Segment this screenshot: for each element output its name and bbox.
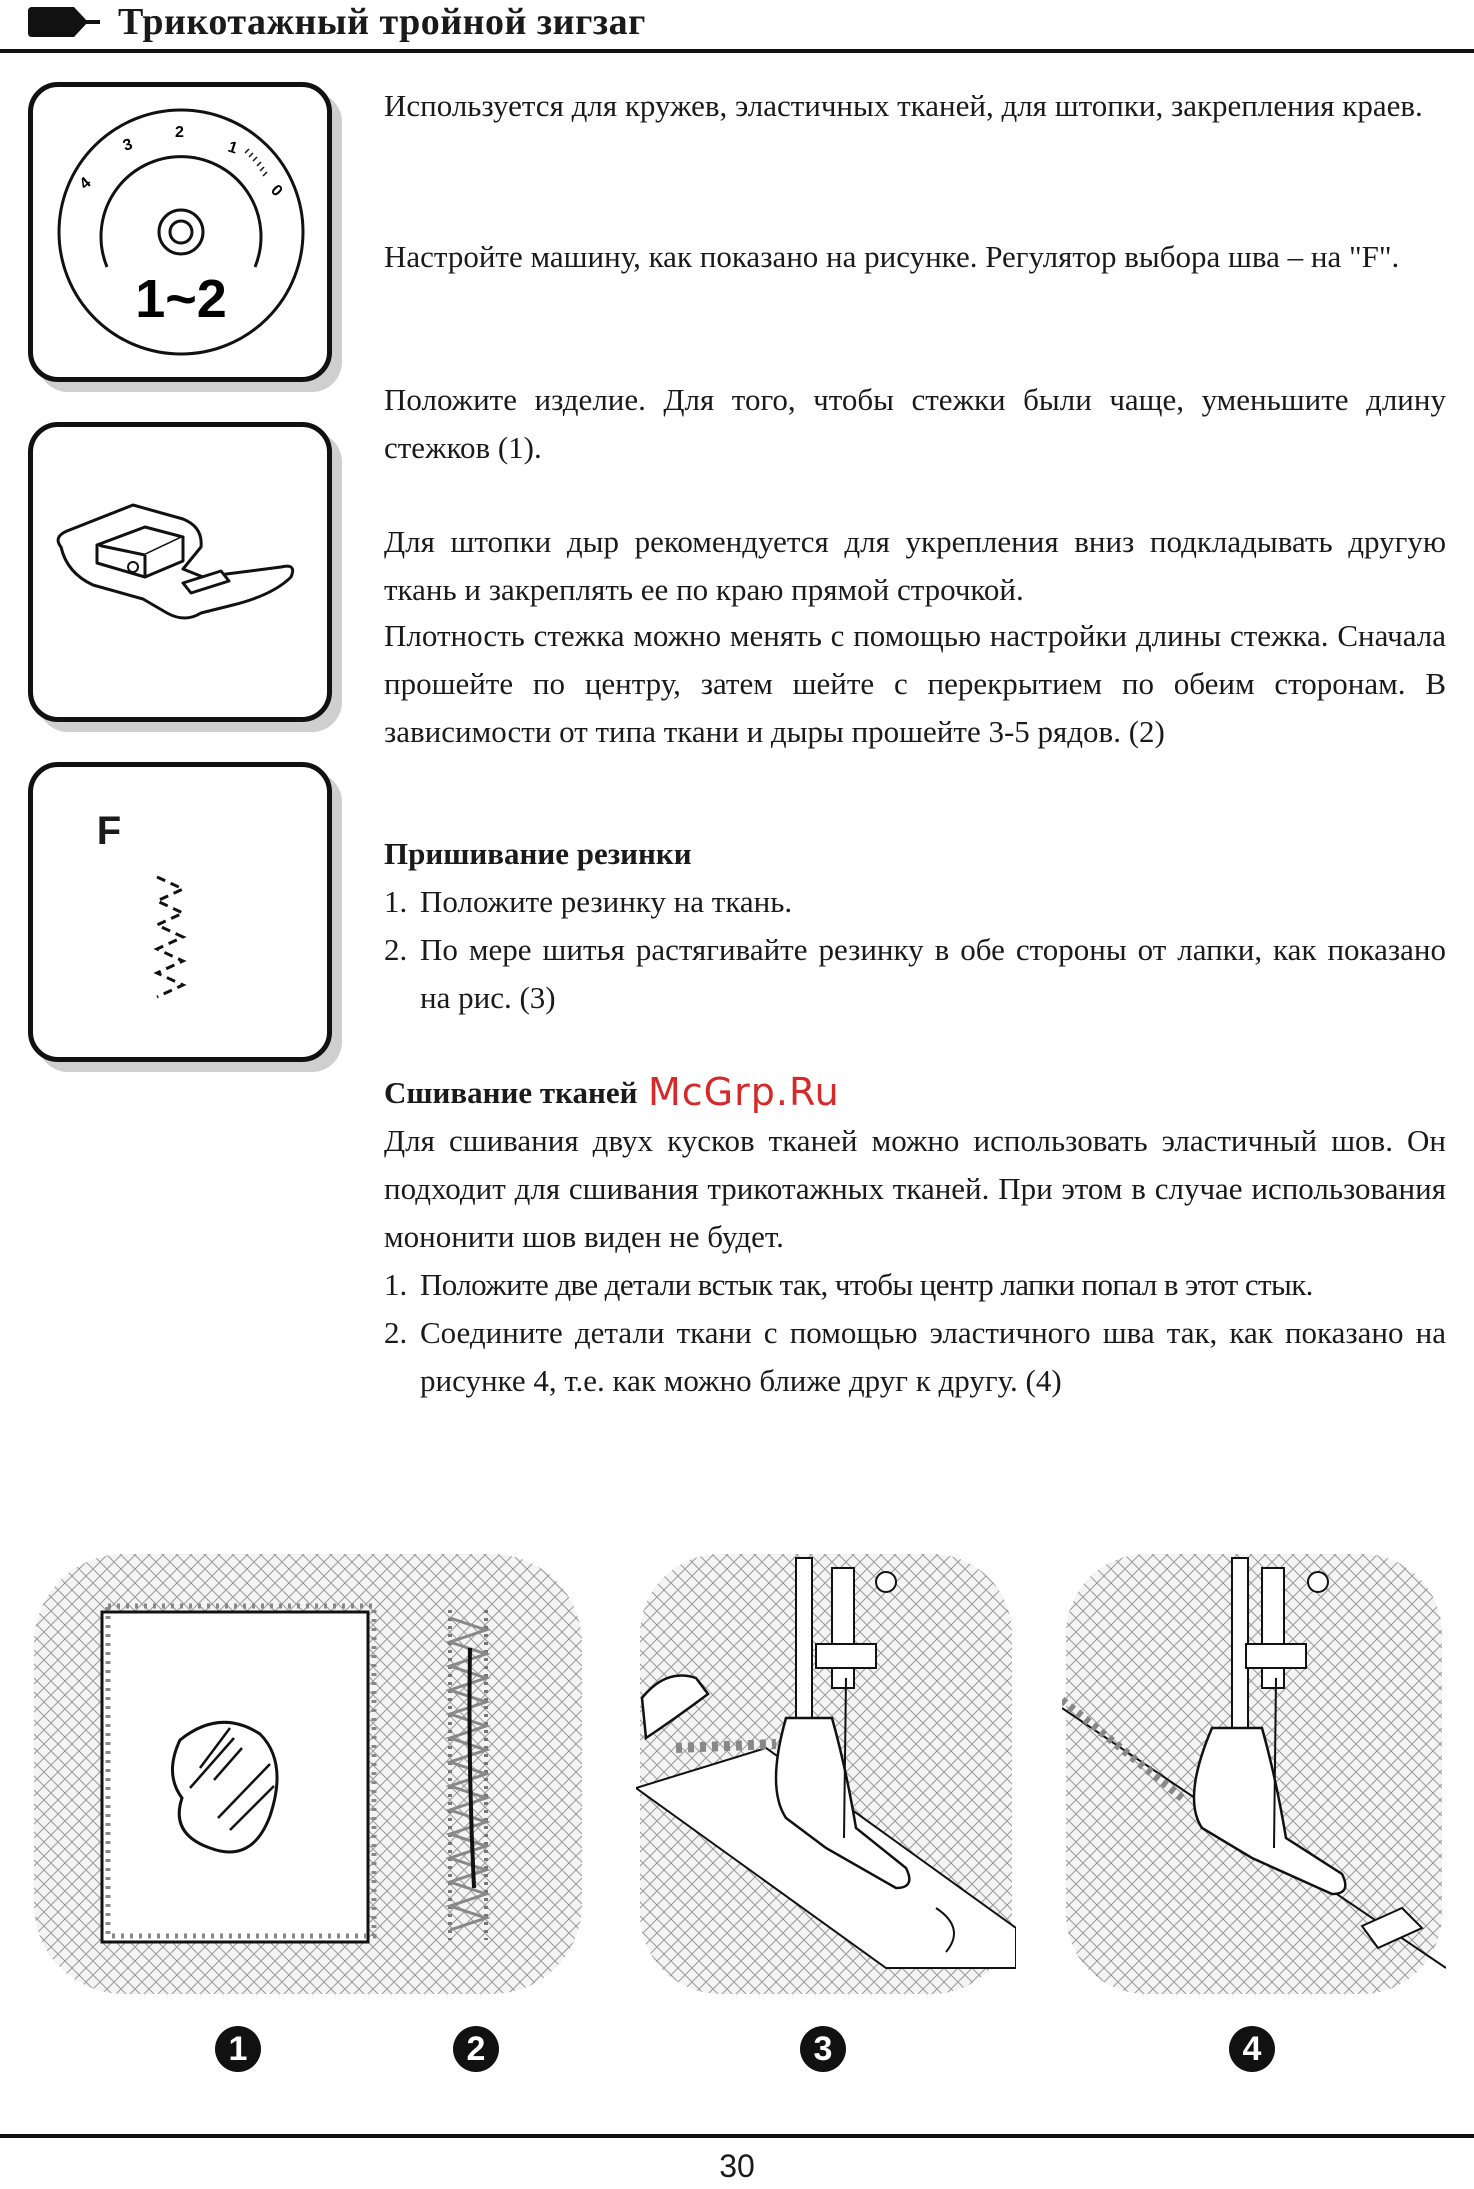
- darning-paragraph: Для штопки дыр рекомендуется для укрепления вниз подкладывать другую ткань и закреплять ее по краю прямой строчкой.: [384, 524, 1446, 607]
- darning-illustration: [30, 1548, 586, 1998]
- elastic-heading: Пришивание резинки: [384, 836, 692, 871]
- darning-text: [384, 518, 1446, 614]
- figure-label: 2: [453, 2026, 499, 2072]
- dial-number: 3: [120, 135, 135, 155]
- stitch-pattern-card: [28, 762, 332, 1062]
- setup-paragraph: Настройте машину, как показано на рисунке. Регулятор выбора шва – на "F".: [384, 239, 1400, 274]
- section-tab-icon: [28, 5, 100, 39]
- page-header: [0, 0, 1474, 56]
- list-text: По мере шитья растягивайте резинку в обе стороны от лапки, как показано на рис. (3): [420, 932, 1446, 1015]
- figure-label: 3: [800, 2026, 846, 2072]
- list-item: [384, 926, 1446, 1022]
- list-number: 1.: [384, 1267, 408, 1302]
- density-text: [384, 612, 1446, 756]
- presser-foot-icon: [33, 427, 327, 717]
- list-text: Положите две детали встык так, чтобы центр лапки попал в этот стык.: [420, 1267, 1313, 1302]
- page-title: Трикотажный тройной зигзаг: [118, 1, 646, 43]
- joining-heading: Сшивание тканей: [384, 1075, 638, 1110]
- fabric-paragraph: Положите изделие. Для того, чтобы стежки были чаще, уменьшите длину стежков (1).: [384, 382, 1446, 465]
- figure-label: 4: [1229, 2026, 1275, 2072]
- header-divider: [0, 49, 1474, 53]
- joining-fabric-illustration: [1062, 1548, 1446, 1998]
- elastic-sewing-illustration: [636, 1548, 1016, 1998]
- list-number: 1.: [384, 884, 408, 919]
- density-paragraph: Плотность стежка можно менять с помощью настройки длины стежка. Сначала прошейте по центру, затем шейте с перекрытием по обеим сторонам. В зависимости от типа ткани и дыры прошейте 3-5 рядов. (2): [384, 618, 1446, 749]
- page-number: 30: [719, 2148, 755, 2184]
- joining-paragraph: Для сшивания двух кусков тканей можно использовать эластичный шов. Он подходит для сшивания трикотажных тканей. При этом в случае использования мононити шов виден не будет.: [384, 1123, 1446, 1254]
- setup-text: [384, 233, 1446, 281]
- zigzag-foot-card: [28, 422, 332, 722]
- list-item: [384, 1309, 1446, 1405]
- joining-section: [384, 1069, 1446, 1405]
- list-item: [384, 1261, 1446, 1309]
- dial-number: 1: [225, 138, 240, 158]
- stitch-length-dial-icon: [33, 87, 327, 377]
- fabric-text: [384, 376, 1446, 472]
- list-text: Положите резинку на ткань.: [420, 884, 793, 919]
- dial-setting: 1~2: [135, 269, 227, 329]
- stitch-length-dial-card: [28, 82, 332, 382]
- dial-number: 0: [267, 181, 286, 201]
- intro-paragraph: Используется для кружев, эластичных тканей, для штопки, закрепления краев.: [384, 88, 1423, 123]
- list-text: Соедините детали ткани с помощью эластичного шва так, как показано на рисунке 4, т.е. как можно ближе друг к другу. (4): [420, 1315, 1446, 1398]
- list-number: 2.: [384, 1315, 408, 1350]
- dial-number: 2: [175, 124, 184, 141]
- list-item: [384, 878, 1446, 926]
- footer-divider: [0, 2134, 1474, 2138]
- list-number: 2.: [384, 932, 408, 967]
- figure-label: 1: [215, 2026, 261, 2072]
- elastic-section: [384, 830, 1446, 1022]
- watermark: McGrp.Ru: [648, 1070, 840, 1114]
- intro-text: [384, 82, 1446, 130]
- dial-number: 4: [76, 174, 95, 194]
- stitch-selector-letter: F: [96, 809, 122, 853]
